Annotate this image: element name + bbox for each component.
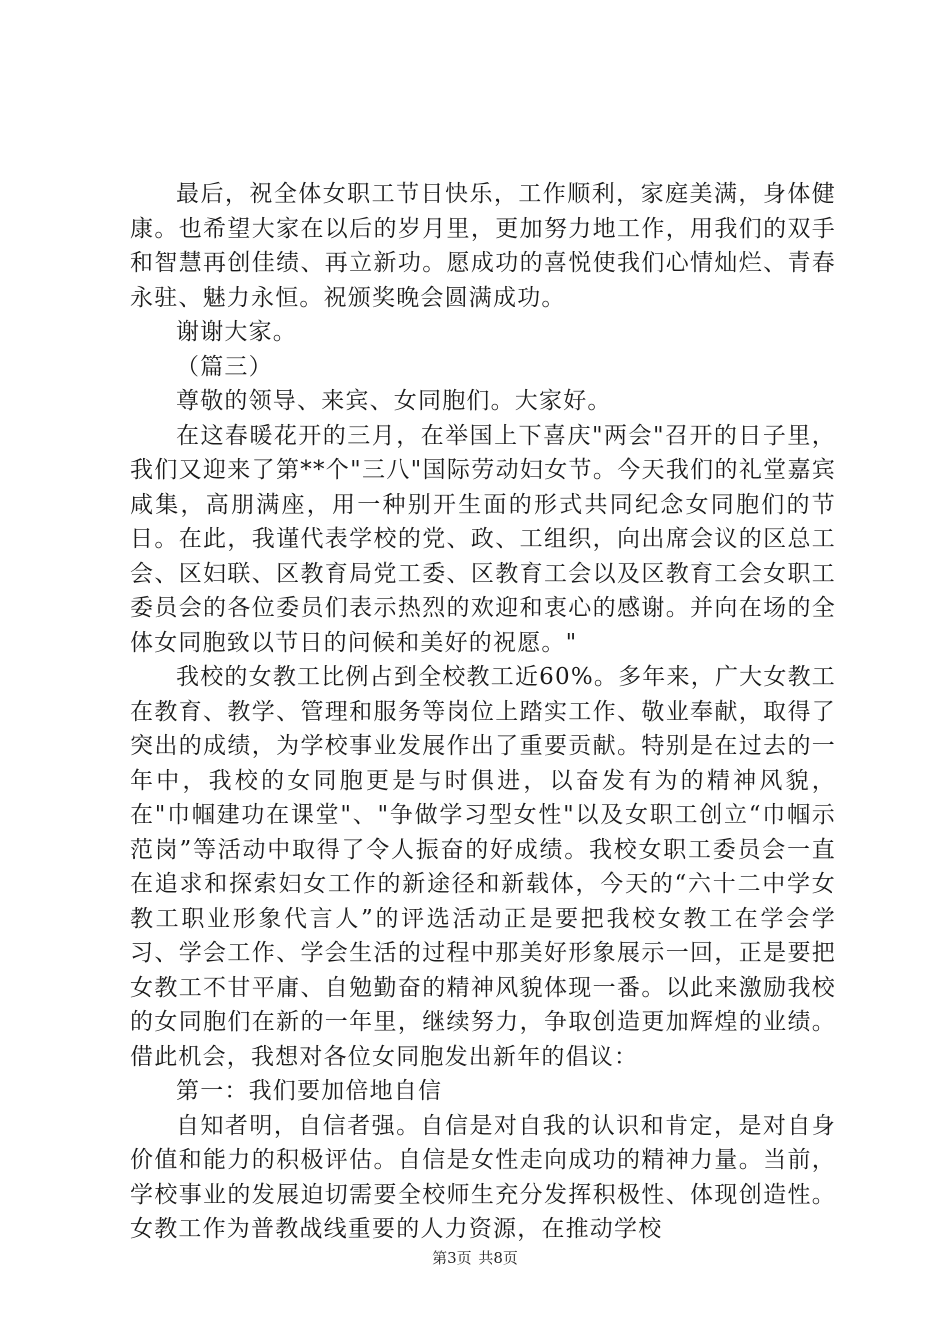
subheading-first-point: 第一：我们要加倍地自信 bbox=[176, 1078, 443, 1104]
page-footer bbox=[0, 1248, 950, 1268]
paragraph-opening: 在这春暖花开的三月，在举国上下喜庆"两会"召开的日子里，我们又迎来了第**个"三八"国际劳动妇女节。今天我们的礼堂嘉宾咸集，高朋满座，用一种别开生面的形式共同纪念女同胞们的节日。在此，我谨代表学校的党、政、工组织，向出席会议的区总工会、区妇联、区教育局党工委、区教育工会以及区教育工会女职工委员会的各位委员们表示热烈的欢迎和衷心的感谢。并向在场的全体女同胞致以节日的问候和美好的祝愿。" bbox=[130, 422, 836, 656]
document-body bbox=[130, 177, 836, 1247]
paragraph-thanks: 谢谢大家。 bbox=[176, 319, 297, 345]
paragraph-confidence: 自知者明，自信者强。自信是对自我的认识和肯定，是对自身价值和能力的积极评估。自信是女性走向成功的精神力量。当前，学校事业的发展迫切需要全校师生充分发挥积极性、体现创造性。女教工作为普教战线重要的人力资源，在推动学校 bbox=[130, 1112, 836, 1242]
paragraph-closing-wishes: 最后，祝全体女职工节日快乐，工作顺利，家庭美满，身体健康。也希望大家在以后的岁月里，更加努力地工作，用我们的双手和智慧再创佳绩、再立新功。愿成功的喜悦使我们心情灿烂、青春永驻、魅力永恒。祝颁奖晚会圆满成功。 bbox=[130, 181, 836, 311]
page-number: 第3页 bbox=[432, 1249, 472, 1267]
paragraph-salutation: 尊敬的领导、来宾、女同胞们。大家好。 bbox=[176, 388, 612, 414]
section-heading: （篇三） bbox=[176, 353, 273, 380]
page-total: 共8页 bbox=[478, 1249, 518, 1267]
paragraph-female-staff: 我校的女教工比例占到全校教工近60%。多年来，广大女教工在教育、教学、管理和服务等岗位上踏实工作、敬业奉献，取得了突出的成绩，为学校事业发展作出了重要贡献。特别是在过去的一年中，我校的女同胞更是与时俱进，以奋发有为的精神风貌，在"巾帼建功在课堂"、"争做学习型女性"以及女职工创立“巾帼示范岗”等活动中取得了令人振奋的好成绩。我校女职工委员会一直在追求和探索妇女工作的新途径和新载体，今天的“六十二中学女教工职业形象代言人”的评选活动正是要把我校女教工在学会学习、学会工作、学会生活的过程中那美好形象展示一回，正是要把女教工不甘平庸、自勉勤奋的精神风貌体现一番。以此来激励我校的女同胞们在新的一年里，继续努力，争取创造更加辉煌的业绩。借此机会，我想对各位女同胞发出新年的倡议： bbox=[130, 664, 836, 1070]
